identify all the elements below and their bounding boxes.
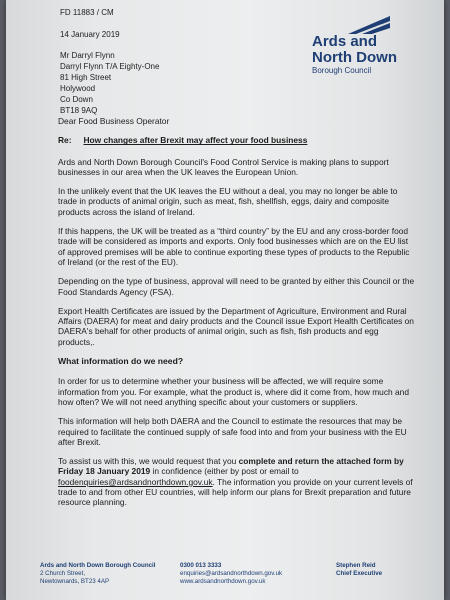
logo-name: Ards and North Down (312, 33, 397, 66)
address-line: 81 High Street (60, 73, 112, 82)
footer-address: Ards and North Down Borough Council 2 Church Street, Newtownards, BT23 4AP (40, 562, 156, 585)
deadline-text: complete and return the attached form by Friday 18 January 2019 (58, 456, 404, 477)
salutation: Dear Food Business Operator (58, 116, 170, 126)
footer-phone: 0300 013 3333 (180, 562, 222, 569)
paragraph: If this happens, the UK will be treated as a “third country” by the EU and any cross-border food trade will be considered as imports and exports. Only food businesses which are on the EU list of approved premises will be able to continue exporting these types of products to the Republic of Ireland (or the rest of the EU). (58, 226, 410, 267)
re-label: Re: (58, 135, 72, 146)
address-line: Holywood (60, 84, 96, 93)
letter-page (6, 0, 444, 600)
address-line: Co Down (60, 95, 93, 104)
paragraph: Export Health Certificates are issued by the Department of Agriculture, Environment and Rural Affairs (DAERA) for meat and dairy products and the Council issue Export Health Certificates on DAERA's behalf for other products of animal origin, such as fish, fish products and egg products,. (58, 305, 414, 347)
reference-number: FD 11883 / CM (60, 8, 114, 17)
paragraph: In the unlikely event that the UK leaves the EU without a deal, you may no longer be able to trade in products of animal origin, such as meat, fish, shellfish, eggs, dairy and composite products across the island of Ireland. (58, 186, 398, 217)
logo-subtitle: Borough Council (312, 66, 372, 75)
address-line: BT18 9AQ (60, 106, 98, 115)
section-heading: What information do we need? (58, 356, 184, 367)
letter-date: 14 January 2019 (60, 30, 120, 39)
logo-mark-icon (348, 14, 390, 34)
footer-signatory: Stephen Reid Chief Executive (336, 562, 383, 577)
footer-email[interactable]: enquiries@ardsandnorthdown.gov.uk (180, 569, 283, 577)
recipient-address (60, 50, 159, 116)
paragraph: This information will help both DAERA and the Council to estimate the resources that may be required to facilitate the continued supply of safe food into and from your business with the EU after Brexit. (58, 416, 407, 447)
paragraph-request: To assist us with this, we would request that you complete and return the attached form by Friday 18 January 2019 in confidence (either by post or email to foodenquiries@ardsandnorthdown.gov.uk. The information you provide on your current levels of trade to and from other EU countries, will help inform our plans for Brexit preparation and future resource planning. (58, 456, 413, 508)
address-line: Darryl Flynn T/A Eighty-One (60, 62, 160, 71)
subject-text: How changes after Brexit may affect your food business (83, 135, 308, 146)
footer-web[interactable]: www.ardsandnorthdown.gov.uk (180, 577, 266, 585)
address-line: Mr Darryl Flynn (60, 51, 115, 60)
letter-body (58, 116, 416, 517)
email-link[interactable]: foodenquiries@ardsandnorthdown.gov.uk (58, 476, 213, 487)
paragraph: Depending on the type of business, approval will need to be granted by either this Council or the Food Standards Agency (FSA). (58, 276, 415, 297)
footer-contact (180, 562, 282, 585)
subject-line (58, 135, 416, 145)
paragraph: Ards and North Down Borough Council's Food Control Service is making plans to support businesses in our area when the UK leaves the European Union. (58, 156, 389, 177)
paragraph: In order for us to determine whether your business will be affected, we will require some information from you. For example, what the product is, where did it come from, how much and how often? We will not need anything specific about your customers or suppliers. (58, 376, 409, 407)
